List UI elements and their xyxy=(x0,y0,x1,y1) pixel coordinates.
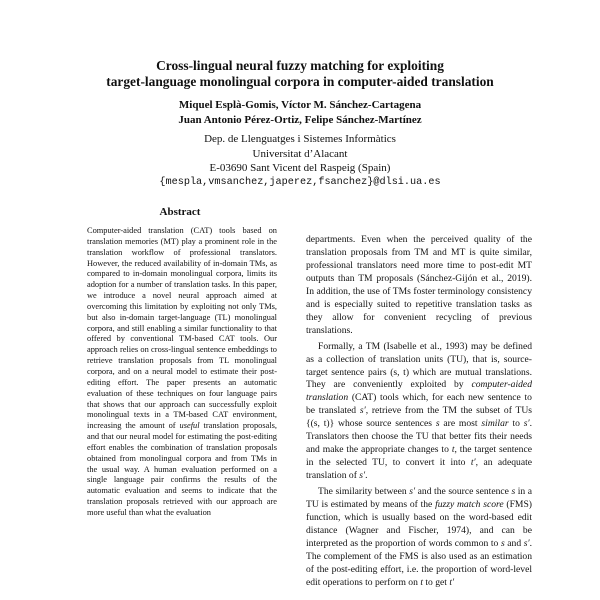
p3-math-s-2: s xyxy=(500,537,505,549)
p3-math-s: s xyxy=(511,486,516,498)
p2-text-b: which are mutual translations. They are conveniently exploited by xyxy=(306,366,532,391)
p2-math-tprime: t′ xyxy=(470,457,476,469)
p3-term-fms: fuzzy match score xyxy=(435,499,504,511)
p3-math-sprime: s′ xyxy=(409,486,416,498)
p2-text-e: whose source sentences xyxy=(338,418,432,430)
p2-math-set: {(s, t)} xyxy=(306,418,335,430)
p3-text-g: to get xyxy=(425,576,447,588)
author-emails[interactable]: {mespla,vmsanchez,japerez,fsanchez}@dlsi.ua.es xyxy=(159,176,441,188)
p3-math-t: t xyxy=(420,576,423,588)
p2-text-i: , the target sentence in the selected TU, to convert it into xyxy=(306,444,532,469)
body-paragraph-2 xyxy=(306,341,532,483)
p2-math-st: (s, t) xyxy=(390,366,410,378)
abstract-emphasis-useful: useful xyxy=(179,421,200,431)
p2-text-a: Formally, a TM (Isabelle et al., 1993) may be defined as a collection of translation units (TU), that is, source-target sentence pairs xyxy=(306,340,532,378)
p3-text-e: and xyxy=(507,537,522,549)
p2-term-similar: similar xyxy=(481,418,509,430)
p3-math-sprime-2: s′ xyxy=(523,537,530,549)
p3-math-tprime: t′ xyxy=(449,576,455,588)
p2-text-c: (CAT) tools which, for each new sentence to be translated xyxy=(306,392,532,417)
p3-text-f: . The complement of the FMS is also used as an estimation of the post-editing effort, i.e. the proportion of word-level edit operations to perform on xyxy=(306,537,532,588)
p2-math-sprime-1: s′ xyxy=(359,405,366,417)
p2-text-d: , retrieve from the TM the subset of TUs xyxy=(365,405,533,417)
abstract-text-part-1: Computer-aided translation (CAT) tools based on translation memories (MT) play a prominent role in the translation workflow of professional translators. However, the reduced availability of in-domain TMs, as compared to in-domain monolingual corpora, limits its adoption for a number of translation tasks. In this paper, we introduce a novel neural approach aimed at overcoming this limitation by exploiting not only TMs, but also in-domain target-language (TL) monolingual corpora, and still enabling a similar functionality to that offered by conventional TM-based CAT tools. Our approach relies on cross-lingual sentence embeddings to retrieve translation proposals from TL monolingual corpora, and on a neural model to estimate their post-editing effort. The paper presents an automatic evaluation of these techniques on four language pairs that shows that our approach can successfully exploit monolingual texts in a TM-based CAT environment, increasing the amount of xyxy=(87,226,277,431)
p2-text-j: , an adequate translation of xyxy=(306,457,533,482)
p2-math-s: s xyxy=(435,418,440,430)
p3-text-c: in a TU is estimated by means of the xyxy=(306,486,533,511)
p3-text-b: and the source sentence xyxy=(417,486,509,498)
p2-text-f: are most xyxy=(443,418,478,430)
p2-text-h: . Translators then choose the TU that better fits their needs and make the appropriate changes to xyxy=(306,418,532,456)
affiliation-university: Universitat d’Alacant xyxy=(252,147,348,160)
p3-text-a: The similarity between xyxy=(318,486,407,498)
abstract-text-part-2: translation proposals, and that our neural model for estimating the post-editing effort enables the combination of translation proposals obtained from monolingual corpora and from TMs in the usual way. A human evaluation performed on a single language pair confirms the results of the automatic evaluation and seems to indicate that the translation proposals retrieved with our approach are more useful than what the evaluation xyxy=(87,421,278,517)
title-line-2: target-language monolingual corpora in computer-aided translation xyxy=(106,74,494,89)
affiliation-department: Dep. de Llenguatges i Sistemes Informàtics xyxy=(204,133,396,145)
title-line-1: Cross-lingual neural fuzzy matching for exploiting xyxy=(156,58,444,73)
p3-text-d: (FMS) function, which is usually based on the word-based edit distance (Wagner and Fischer, 1974), and can be interpreted as the proportion of words common to xyxy=(306,499,532,549)
p2-text-g: to xyxy=(512,418,520,430)
authors-line-2: Juan Antonio Pérez-Ortiz, Felipe Sánchez-Martínez xyxy=(178,114,422,126)
p2-text-k: . xyxy=(365,470,368,482)
body-paragraph-1: departments. Even when the perceived quality of the translation proposals from TM and MT is quite similar, professional translators need more time to post-edit MT outputs than TM proposals (Sánchez-Gijón et al., 2019). In addition, the use of TMs foster terminology consistency and is especially suited to repetitive translation tasks as they allow for convenient recycling of previous translations. xyxy=(306,234,532,336)
paper-title xyxy=(40,58,560,90)
p2-math-sprime-2: s′ xyxy=(523,418,530,430)
author-list xyxy=(40,98,560,128)
p2-term-cat: computer-aided translation xyxy=(306,379,532,404)
authors-line-1: Miquel Esplà-Gomis, Víctor M. Sánchez-Cartagena xyxy=(178,99,422,111)
abstract-text xyxy=(87,226,277,519)
p2-math-t: t xyxy=(451,444,455,456)
body-paragraph-3 xyxy=(306,486,532,590)
abstract-heading: Abstract xyxy=(159,206,201,218)
right-column-body xyxy=(306,234,532,593)
affiliation-block xyxy=(40,132,560,190)
affiliation-address: E-03690 Sant Vicent del Raspeig (Spain) xyxy=(209,162,391,175)
p2-math-sprime-3: s′ xyxy=(359,470,366,482)
